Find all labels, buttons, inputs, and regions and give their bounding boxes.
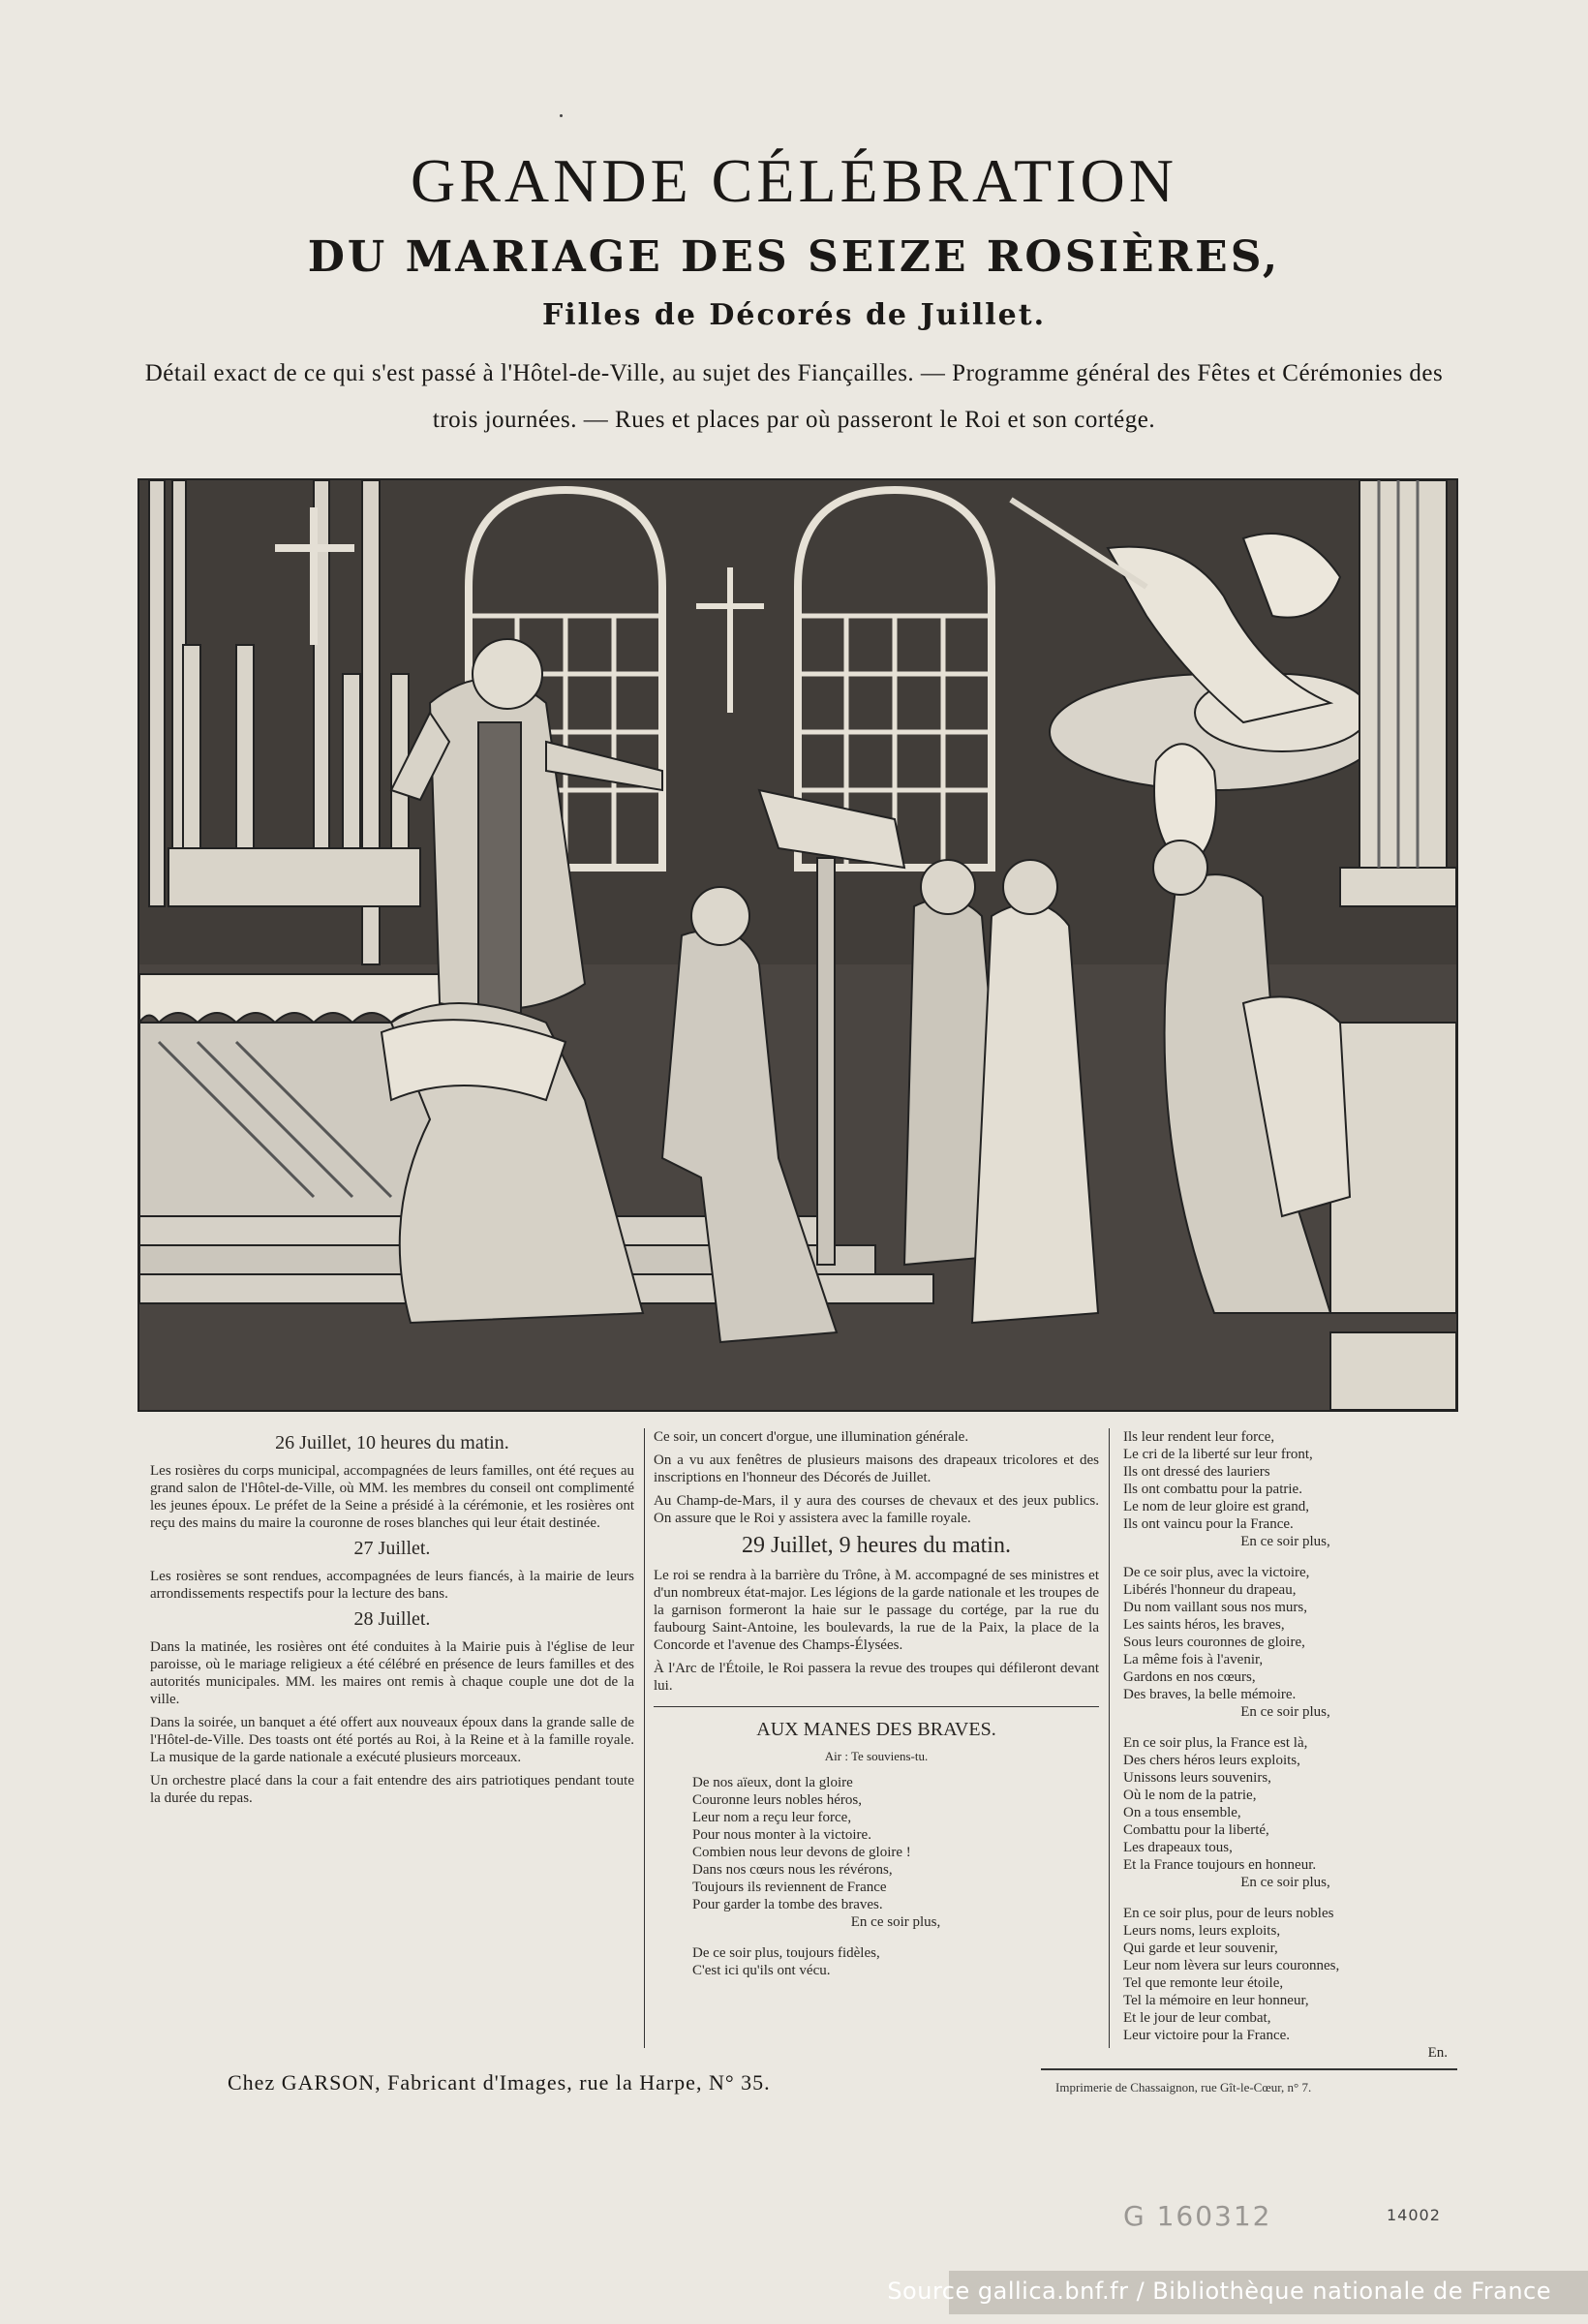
verse-line: En ce soir plus, la France est là,	[1123, 1735, 1308, 1751]
paragraph: Les rosières se sont rendues, accompagnées de leurs fiancés, à la mairie de leurs arrondissements respectifs pour la lecture des bans.	[150, 1569, 634, 1602]
paragraph: Dans la matinée, les rosières ont été conduites à la Mairie puis à l'église de leur paroisse, où le mariage religieux a été célébré en présence de leurs familles et des autorités municipales. MM. les maires ont remis à chaque couple une dot de la ville.	[150, 1639, 634, 1707]
song-end: En.	[1427, 2045, 1448, 2061]
verse-line: Où le nom de la patrie,	[1123, 1788, 1257, 1803]
verse-line: De nos aïeux, dont la gloire	[692, 1775, 853, 1790]
verse-line: Ils ont combattu pour la patrie.	[1123, 1482, 1302, 1497]
verse-line: Couronne leurs nobles héros,	[692, 1792, 862, 1808]
verse-line: En ce soir plus, pour de leurs nobles	[1123, 1906, 1334, 1921]
section-heading: 26 Juillet, 10 heures du matin.	[275, 1432, 509, 1453]
paragraph: Dans la soirée, un banquet a été offert aux nouveaux époux dans la grande salle de l'Hôtel-de-Ville. Des toasts ont été portés au Roi, à la Reine et à la famille royale. La musique de la garde nationale a exécuté plusieurs morceaux.	[150, 1715, 634, 1765]
paragraph: Le roi se rendra à la barrière du Trône, à M. accompagné de ses ministres et d'un nombreux état-major. Les légions de la garde nationale et les troupes de la garnison formeront la haie sur le passage du cortége, par la rue du faubourg Saint-Antoine, les boulevards, la rue de la Paix, la place de la Concorde et l'avenue des Champs-Élysées.	[654, 1568, 1099, 1653]
column-divider	[644, 1428, 645, 2048]
verse-line: Gardons en nos cœurs,	[1123, 1669, 1256, 1685]
verse-line: Qui garde et leur souvenir,	[1123, 1941, 1278, 1956]
column-divider	[1109, 1428, 1110, 2048]
paragraph: Au Champ-de-Mars, il y aura des courses de chevaux et des jeux publics. On assure que le Roi y assistera avec la famille royale.	[654, 1493, 1099, 1526]
song-tune: Air : Te souviens-tu.	[824, 1749, 929, 1763]
verse-line: Les saints héros, les braves,	[1123, 1617, 1285, 1633]
verse-line: Et la France toujours en honneur.	[1123, 1857, 1317, 1873]
shelfmark-stamp: G 160312	[1123, 2200, 1272, 2232]
song-stanza	[1123, 1734, 1448, 1891]
text-column-middle	[654, 1428, 1099, 2058]
text-columns	[150, 1428, 1448, 2061]
paragraph: À l'Arc de l'Étoile, le Roi passera la revue des troupes qui défileront devant lui.	[654, 1661, 1099, 1694]
song-title: AUX MANES DES BRAVES.	[756, 1719, 996, 1740]
paper-speck	[560, 114, 563, 117]
catalog-number: 14002	[1387, 2206, 1441, 2224]
verse-line: Toujours ils reviennent de France	[692, 1880, 887, 1895]
verse-line: De ce soir plus, toujours fidèles,	[692, 1945, 880, 1961]
verse-line: Ils ont dressé des lauriers	[1123, 1464, 1270, 1480]
verse-line: Sous leurs couronnes de gloire,	[1123, 1635, 1305, 1650]
printer-imprint: Imprimerie de Chassaignon, rue Gît-le-Cœur, n° 7.	[1055, 2080, 1312, 2095]
song-refrain: En ce soir plus,	[1240, 1534, 1330, 1549]
section-divider	[654, 1706, 1099, 1707]
verse-line: Pour nous monter à la victoire.	[692, 1827, 871, 1843]
poster-subtitle-secondary: Filles de Décorés de Juillet.	[541, 298, 1047, 332]
verse-line: De ce soir plus, avec la victoire,	[1123, 1565, 1310, 1580]
section-heading: 27 Juillet.	[353, 1538, 431, 1559]
verse-line: Les drapeaux tous,	[1123, 1840, 1233, 1855]
footer-divider	[1041, 2068, 1457, 2070]
verse-line: Des chers héros leurs exploits,	[1123, 1753, 1300, 1768]
verse-line: Leur victoire pour la France.	[1123, 2028, 1291, 2043]
verse-line: Leur nom lèvera sur leurs couronnes,	[1123, 1958, 1340, 1973]
section-heading: 29 Juillet, 9 heures du matin.	[742, 1533, 1011, 1558]
verse-line: La même fois à l'avenir,	[1123, 1652, 1264, 1667]
paragraph: Ce soir, un concert d'orgue, une illumination générale.	[654, 1429, 969, 1445]
verse-line: Leur nom a reçu leur force,	[692, 1810, 852, 1825]
verse-line: Leurs noms, leurs exploits,	[1123, 1923, 1281, 1939]
paragraph: Les rosières du corps municipal, accompagnées de leurs familles, ont été reçues au grand salon de l'Hôtel-de-Ville, où MM. les membres du conseil ont complimenté les jeunes époux. Le préfet de la Seine a présidé à la cérémonie, et les rosières ont reçu des mains du maire la couronne de roses blanches qui leur était destinée.	[150, 1463, 634, 1531]
verse-line: Du nom vaillant sous nos murs,	[1123, 1600, 1307, 1615]
paragraph: On a vu aux fenêtres de plusieurs maisons des drapeaux tricolores et des inscriptions en l'honneur des Décorés de Juillet.	[654, 1452, 1099, 1485]
text-column-right	[1123, 1428, 1448, 2061]
verse-line: Combien nous leur devons de gloire !	[692, 1845, 911, 1860]
verse-line: Pour garder la tombe des braves.	[692, 1897, 883, 1912]
engraving-illustration	[137, 478, 1458, 1412]
verse-line: On a tous ensemble,	[1123, 1805, 1241, 1820]
verse-line: Le cri de la liberté sur leur front,	[1123, 1447, 1313, 1462]
song-stanza	[1123, 1428, 1448, 1550]
poster-subtitle: DU MARIAGE DES SEIZE ROSIÈRES,	[307, 232, 1281, 282]
publisher-imprint: Chez GARSON, Fabricant d'Images, rue la Harpe, N° 35.	[228, 2070, 771, 2095]
verse-line: Tel que remonte leur étoile,	[1123, 1975, 1284, 1991]
verse-line: C'est ici qu'ils ont vécu.	[692, 1963, 831, 1978]
verse-line: Des braves, la belle mémoire.	[1123, 1687, 1297, 1702]
text-column-left	[150, 1428, 634, 2058]
verse-line: Libérés l'honneur du drapeau,	[1123, 1582, 1297, 1598]
section-heading: 28 Juillet.	[353, 1608, 431, 1630]
verse-line: Le nom de leur gloire est grand,	[1123, 1499, 1310, 1514]
poster-summary: Détail exact de ce qui s'est passé à l'Hôtel-de-Ville, au sujet des Fiançailles. — Programme général des Fêtes et Cérémonies des trois journées. — Rues et places par où passeront le Roi et son cortége.	[144, 360, 1444, 433]
song-refrain: En ce soir plus,	[850, 1914, 941, 1930]
verse-line: Ils ont vaincu pour la France.	[1123, 1516, 1294, 1532]
verse-line: Et le jour de leur combat,	[1123, 2010, 1271, 2026]
source-credit: Source gallica.bnf.fr / Bibliothèque nationale de France	[887, 2278, 1551, 2305]
verse-line: Dans nos cœurs nous les révérons,	[692, 1862, 893, 1878]
poster-title: GRANDE CÉLÉBRATION	[411, 146, 1177, 215]
verse-line: Combattu pour la liberté,	[1123, 1822, 1269, 1838]
song-refrain: En ce soir plus,	[1240, 1704, 1330, 1720]
verse-line: Tel la mémoire en leur honneur,	[1123, 1993, 1309, 2008]
song-stanza	[1123, 1905, 1448, 2062]
song-refrain: En ce soir plus,	[1240, 1875, 1330, 1890]
song-stanza	[654, 1944, 1099, 1979]
paragraph: Un orchestre placé dans la cour a fait entendre des airs patriotiques pendant toute la durée du repas.	[150, 1773, 634, 1806]
verse-line: Ils leur rendent leur force,	[1123, 1429, 1275, 1445]
song-stanza	[1123, 1564, 1448, 1721]
song-stanza	[654, 1774, 1099, 1931]
verse-line: Unissons leurs souvenirs,	[1123, 1770, 1271, 1786]
